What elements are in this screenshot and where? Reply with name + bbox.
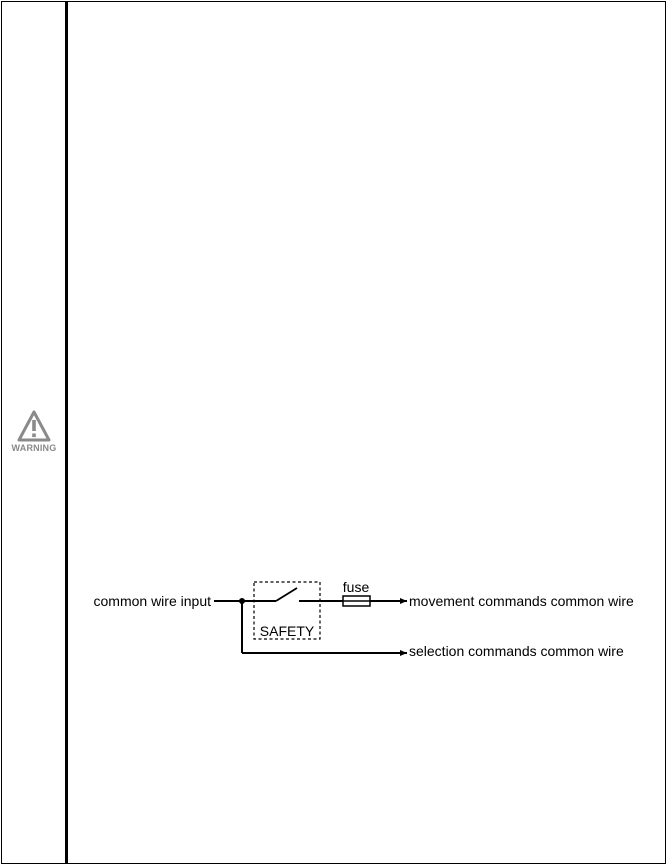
fuse-label: fuse <box>342 579 370 595</box>
switch-contact <box>276 588 297 601</box>
warning-label: WARNING <box>11 443 57 453</box>
selection-output-label: selection commands common wire <box>409 643 624 659</box>
movement-output-label: movement commands common wire <box>409 593 634 609</box>
safety-label: SAFETY <box>259 623 315 639</box>
input-label: common wire input <box>93 593 211 609</box>
